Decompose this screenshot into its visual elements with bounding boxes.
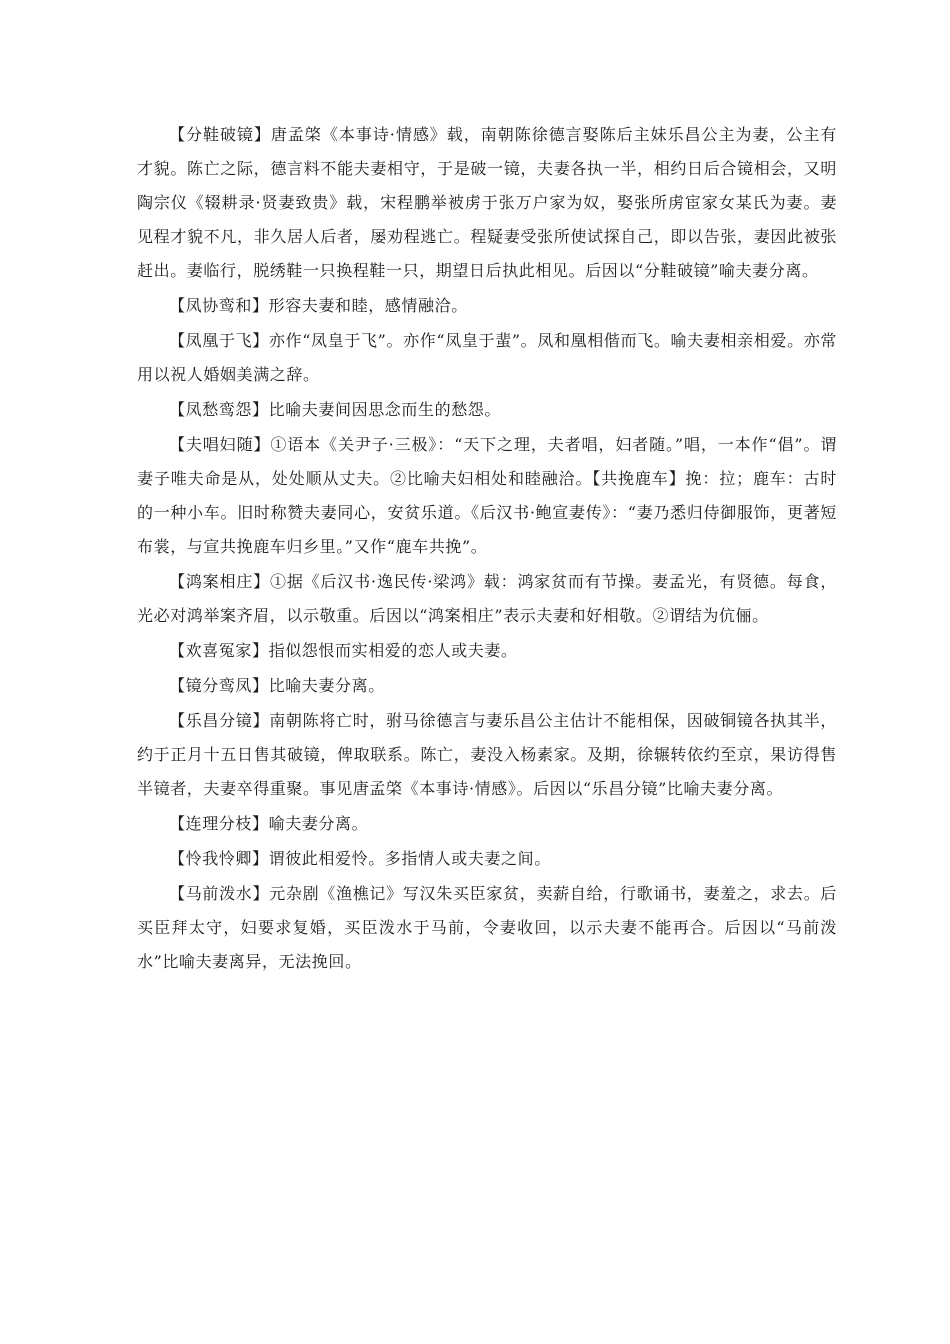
entry-text: 唐孟棨《本事诗·情感》载，南朝陈徐德言娶陈后主妹乐昌公主为妻，公主有才貌。陈亡之际，德言料不能夫妻相守，于是破一镜，夫妻各执一半，相约日后合镜相会，又明陶宗仪《辍耕录·贤妻致贵》载，宋程鹏举被虏于张万户家为奴，娶张所虏宦家女某氏为妻。妻见程才貌不凡，非久居人后者，屡劝程逃亡。程疑妻受张所使试探自己，即以告张，妻因此被张赶出。妻临行，脱绣鞋一只换程鞋一只，期望日后执此相见。后因以“分鞋破镜”喻夫妻分离。 [137,125,837,280]
entry-text: ①据《后汉书·逸民传·梁鸿》载：鸿家贫而有节操。妻孟光，有贤德。每食，光必对鸿举案齐眉，以示敬重。后因以“鸿案相庄”表示夫妻和好相敬。②谓结为伉俪。 [137,572,837,625]
entry-text: 亦作“凤皇于飞”。亦作“凤皇于蜚”。凤和凰相偕而飞。喻夫妻相亲相爱。亦常用以祝人婚姻美满之辞。 [137,331,837,384]
entry-term: 【连理分枝】 [169,814,269,833]
entry-text: 南朝陈将亡时，驸马徐德言与妻乐昌公主估计不能相保，因破铜镜各执其半，约于正月十五日售其破镜，俾取联系。陈亡，妻没入杨素家。及期，徐辗转依约至京，果访得售半镜者，夫妻卒得重聚。事见唐孟棨《本事诗·情感》。后因以“乐昌分镜”比喻夫妻分离。 [137,711,837,798]
entry-le-chang-fen-jing [137,704,837,806]
entry-term: 【凤凰于飞】 [169,331,269,350]
entry-lian-li-fen-zhi [137,807,837,841]
entry-term: 【怜我怜卿】 [169,849,269,868]
entry-term: 【鸿案相庄】 [169,572,270,591]
entry-text: 谓彼此相爱怜。多指情人或夫妻之间。 [268,849,551,868]
entry-term: 【镜分鸾凤】 [169,676,269,695]
entry-ma-qian-po-shui [137,877,837,979]
entry-text: 指似怨恨而实相爱的恋人或夫妻。 [268,641,518,660]
entry-text: 元杂剧《渔樵记》写汉朱买臣家贫，卖薪自给，行歌诵书，妻羞之，求去。后买臣拜太守，妇要求复婚，买臣泼水于马前，令妻收回，以示夫妻不能再合。后因以“马前泼水”比喻夫妻离异，无法挽回。 [137,884,837,971]
entry-text: ①语本《关尹子·三极》：“天下之理，夫者唱，妇者随。”唱，一本作“倡”。谓妻子唯夫命是从，处处顺从丈夫。②比喻夫妇相处和睦融洽。【共挽鹿车】挽：拉；鹿车：古时的一种小车。旧时称赞夫妻同心，安贫乐道。《后汉书·鲍宣妻传》：“妻乃悉归侍御服饰，更著短布裳，与宣共挽鹿车归乡里。”又作“鹿车共挽”。 [137,435,837,556]
entry-text: 喻夫妻分离。 [268,814,369,833]
document-body [137,118,837,980]
entry-term: 【马前泼水】 [169,884,270,903]
entry-feng-xie-luan-he [137,289,837,323]
entry-fen-xie-po-jing [137,118,837,288]
entry-text: 比喻夫妻分离。 [268,676,385,695]
entry-feng-chou-luan-yuan [137,393,837,427]
entry-fu-chang-fu-sui [137,428,837,564]
entry-jing-fen-luan-feng [137,669,837,703]
entry-term: 【夫唱妇随】 [169,435,271,454]
entry-term: 【分鞋破镜】 [169,125,271,144]
entry-term: 【乐昌分镜】 [169,711,270,730]
entry-term: 【凤愁鸾怨】 [169,400,269,419]
entry-term: 【欢喜冤家】 [169,641,269,660]
entry-term: 【凤协鸾和】 [169,296,269,315]
entry-lian-wo-lian-qing [137,842,837,876]
entry-hong-an-xiang-zhuang [137,565,837,633]
entry-huan-xi-yuan-jia [137,634,837,668]
entry-text: 形容夫妻和睦，感情融洽。 [268,296,468,315]
entry-text: 比喻夫妻间因思念而生的愁怨。 [268,400,502,419]
entry-feng-huang-yu-fei [137,324,837,392]
